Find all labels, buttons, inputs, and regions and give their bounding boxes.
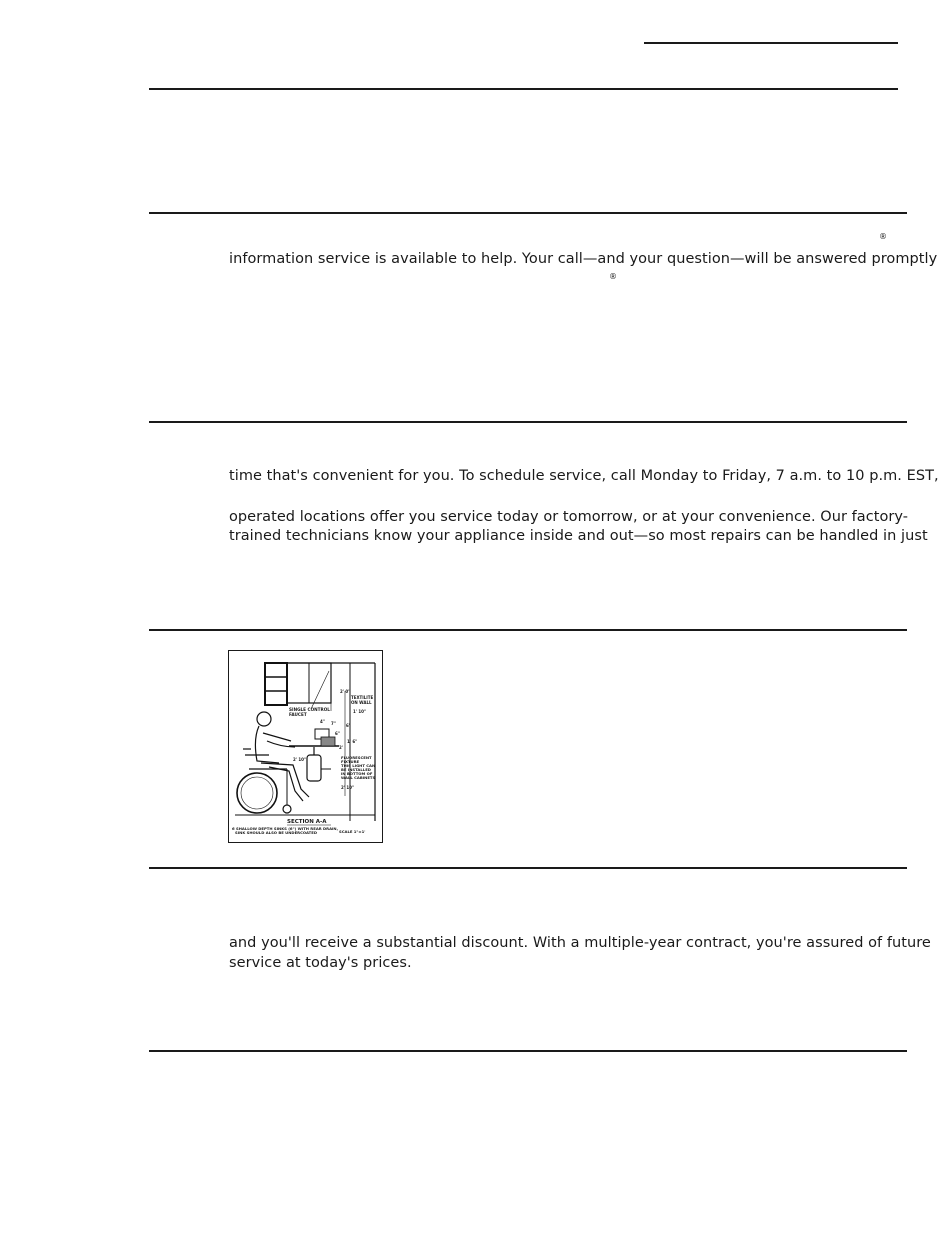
dim-label: 4" [320,719,325,724]
section-divider-contracts [149,867,907,869]
label-fixture-6: WALL CABINETS [341,775,376,780]
label-fixture-2: FIXTURE [341,759,360,764]
contracts-text-line-1: and you'll receive a substantial discount. With a multiple-year contract, you're assured of future [229,935,931,951]
service-text-line-1: time that's convenient for you. To schedule service, call Monday to Friday, 7 a.m. to 10 p.m. EST, [229,468,939,484]
section-divider-service [149,421,907,423]
dim-label: 2' 10" [293,757,307,762]
label-faucet: SINGLE CONTROL [289,707,330,712]
contracts-text-line-2: service at today's prices. [229,955,412,971]
dim-label: 1' 10" [353,709,367,714]
header-rule [149,88,898,90]
section-divider-figure [149,629,907,631]
registered-mark: ® [609,272,617,281]
accessible-sink-diagram [228,650,383,843]
assistance-text-line: information service is available to help. Your call—and your question—will be answered promptly [229,251,938,267]
section-divider-bottom [149,1050,907,1052]
label-textilite: TEXTILITE [351,695,374,700]
diagram-scale: SCALE 1"=1' [339,829,366,834]
section-title: SECTION A-A [287,819,327,825]
label-fixture-1: FLUORESCENT [341,755,372,760]
dim-label: 6" [335,731,340,736]
diagram-note-1: 6 SHALLOW DEPTH SINKS (6") WITH REAR DRAIN, [232,826,339,831]
registered-mark: ® [879,232,887,241]
dim-label: 2' [339,745,344,750]
label-fixture-5: IN BOTTOM OF [341,771,373,776]
section-divider-assistance [149,212,907,214]
diagram-note-2: SINK SHOULD ALSO BE UNDERCOATED [235,830,317,835]
service-text-line-3: trained technicians know your appliance inside and out—so most repairs can be handled in just [229,528,928,544]
label-textilite-2: ON WALL [351,700,372,705]
header-rule-short [644,42,898,44]
dim-label: 7" [331,721,336,726]
dim-label: 2' 0" [340,689,351,694]
service-text-line-2: operated locations offer you service today or tomorrow, or at your convenience. Our factory- [229,509,909,525]
dim-label: 6" [346,723,351,728]
diagram-drawing [229,651,382,842]
dim-label: 2' 10" [341,785,355,790]
label-fixture-4: BE INSTALLED [341,767,371,772]
label-fixture-3: THIS LIGHT CAN [341,763,376,768]
label-faucet-2: FAUCET [289,712,307,717]
dim-label: 1' 6" [347,739,358,744]
